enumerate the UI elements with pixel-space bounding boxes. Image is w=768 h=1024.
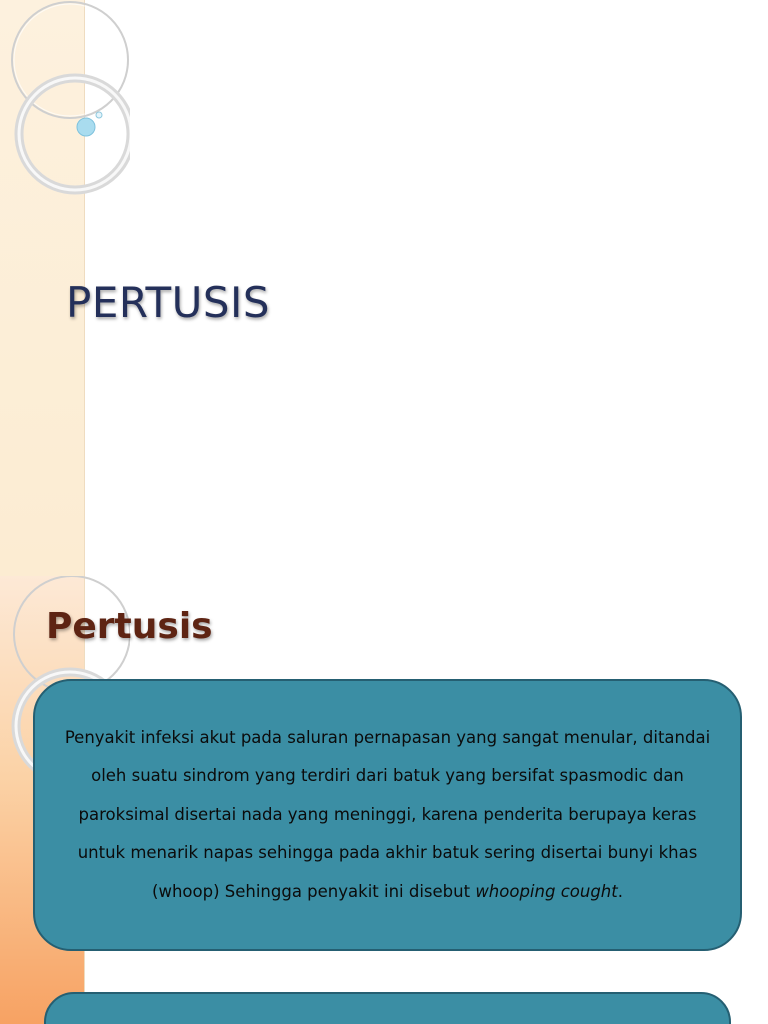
definition-suffix: . [617,881,623,901]
slide-definition [0,576,768,1024]
bubble-decoration-icon [77,118,95,136]
secondary-box [44,992,731,1024]
slide-title-heading: PERTUSIS [66,278,271,327]
circle-ring-decoration-icon [0,0,130,200]
definition-emphasis: whooping cought [475,881,618,901]
slide-heading: Pertusis [46,606,213,647]
definition-text [57,719,718,912]
definition-body: Penyakit infeksi akut pada saluran pernapasan yang sangat menular, ditandai oleh suatu sindrom yang terdiri dari batuk yang bersifat spasmodic dan paroksimal disertai nada yang meninggi, karena penderita berupaya keras untuk menarik napas sehingga pada akhir batuk sering disertai bunyi khas (whoop) Sehingga penyakit ini disebut [64,727,711,901]
definition-box [33,679,742,951]
